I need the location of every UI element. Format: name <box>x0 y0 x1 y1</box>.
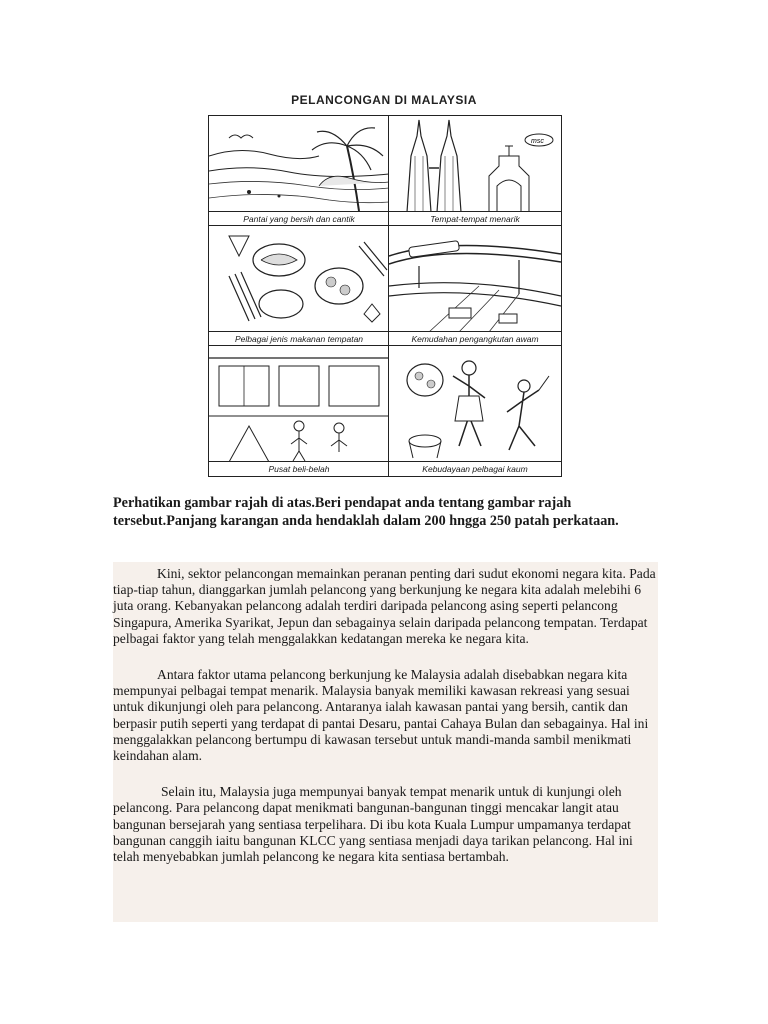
beach-illustration <box>209 116 389 212</box>
essay-paragraph: Selain itu, Malaysia juga mempunyai banyak tempat menarik untuk di kunjungi oleh pelancong. Para pelancong dapat menikmati bangunan-bangunan tinggi mencakar langit atau bangunan bersejarah yang sentiasa terpelihara. Di ibu kota Kuala Lumpur umpamanya terdapat bangunan canggih iaitu bangunan KLCC yang sentiasa menjadi daya tarikan pelancong. Hal ini telah menyebabkan jumlah pelancong ke negara kita sentiasa bertambah. <box>113 784 633 865</box>
panel-food <box>208 225 390 347</box>
panel-transport <box>388 225 562 347</box>
essay-paragraph: Kini, sektor pelancongan memainkan peranan penting dari sudut ekonomi negara kita. Pada tiap-tiap tahun, dianggarkan jumlah pelancong yang berkunjung ke negara kita adalah melebihi 6 juta orang. Kebanyakan pelancong adalah terdiri daripada pelancong asing seperti pelancong Singapura, Amerika Syarikat, Jepun dan sebagainya selain daripada pelancong tempatan. Terdapat pelbagai faktor yang telah menggalakkan kedatangan mereka ke negara kita. <box>113 566 656 646</box>
panel-caption-shopping: Pusat beli-belah <box>209 461 389 476</box>
essay-question: Perhatikan gambar rajah di atas.Beri pendapat anda tentang gambar rajah tersebut.Panjang karangan anda hendaklah dalam 200 hngga 250 patah perkataan. <box>113 495 619 529</box>
panel-caption-beach: Pantai yang bersih dan cantik <box>209 211 389 226</box>
panel-attractions <box>388 115 562 227</box>
essay-paragraph: Antara faktor utama pelancong berkunjung ke Malaysia adalah disebabkan negara kita mempunyai pelbagai tempat menarik. Malaysia banyak memiliki kawasan rekreasi yang sesuai untuk dikunjungi oleh para pelancong. Antaranya ialah kawasan pantai yang bersih, cantik dan berpasir putih seperti yang terdapat di pantai Desaru, pantai Cahaya Bulan dan sebagainya. Hal ini menggalakkan pelancong bertumpu di kawasan tersebut untuk mandi-manda sambil menikmati keindahan alam. <box>113 667 649 764</box>
mall-illustration <box>209 346 389 462</box>
panel-caption-culture: Kebudayaan pelbagai kaum <box>389 461 561 476</box>
panel-beach <box>208 115 390 227</box>
figure-title: PELANCONGAN DI MALAYSIA <box>291 93 477 107</box>
klcc-illustration <box>389 116 561 212</box>
panel-caption-attractions: Tempat-tempat menarik <box>389 211 561 226</box>
msc-logo-label: msc <box>531 138 544 145</box>
tourism-figure <box>204 90 564 478</box>
essay-body <box>113 562 658 922</box>
culture-illustration <box>389 346 561 462</box>
panel-shopping <box>208 345 390 477</box>
panel-caption-food: Pelbagai jenis makanan tempatan <box>209 331 389 346</box>
transport-illustration <box>389 226 561 332</box>
panel-culture <box>388 345 562 477</box>
panel-caption-transport: Kemudahan pengangkutan awam <box>389 331 561 346</box>
food-illustration <box>209 226 389 332</box>
